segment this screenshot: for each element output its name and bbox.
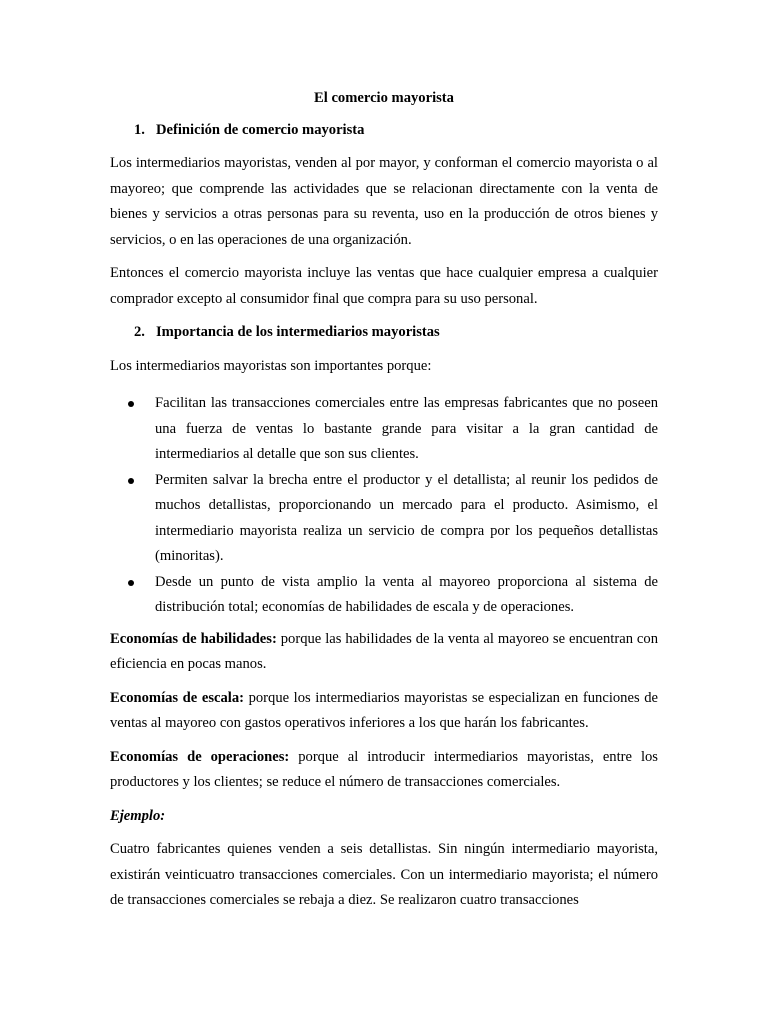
economy-text: porque al introducir intermediarios mayoristas, entre los productores y los clientes; se reduce el número de transacciones comerciales.	[110, 748, 658, 790]
definition-paragraph: Entonces el comercio mayorista incluye las ventas que hace cualquier empresa a cualquier comprador excepto al consumidor final que compra para su uso personal.	[110, 265, 658, 307]
section-heading-text: Definición de comercio mayorista	[156, 121, 365, 138]
document-title: El comercio mayorista	[314, 90, 454, 106]
list-item-text: Facilitan las transacciones comerciales entre las empresas fabricantes que no poseen una fuerza de ventas lo bastante grande para visitar a la gran cantidad de intermediarios al detalle que son sus clientes.	[155, 395, 658, 462]
list-item-text: Desde un punto de vista amplio la venta al mayoreo proporciona al sistema de distribución total; economías de habilidades de escala y de operaciones.	[155, 573, 658, 615]
list-item	[110, 468, 658, 570]
list-item	[110, 570, 658, 621]
importance-list	[110, 391, 658, 621]
section-heading-importance	[110, 320, 658, 346]
economy-operations-paragraph	[110, 745, 658, 796]
section-number: 2.	[134, 324, 145, 340]
list-item-text: Permiten salvar la brecha entre el productor y el detallista; al reunir los pedidos de muchos detallistas, proporcionando un mercado para el producto. Asimismo, el intermediario mayorista realiza un servicio de compra por los pequeños detallistas (minoritas).	[155, 471, 658, 564]
example-heading: Ejemplo:	[110, 807, 166, 824]
example-paragraph: Cuatro fabricantes quienes venden a seis detallistas. Sin ningún intermediario mayorista, existirán veinticuatro transacciones comerciales. Con un intermediario mayorista; el número de transacciones comerciales se rebaja a diez. Se realizaron cuatro transacciones	[110, 841, 658, 908]
section-number: 1.	[134, 121, 145, 138]
bullet-icon	[128, 478, 134, 484]
economy-label: Economías de escala:	[110, 689, 244, 706]
economy-scale-paragraph	[110, 686, 658, 737]
bullet-icon	[128, 580, 134, 586]
economy-label: Economías de operaciones:	[110, 748, 290, 765]
economy-text: porque los intermediarios mayoristas se especializan en funciones de ventas al mayoreo con gastos operativos inferiores a los que harán los fabricantes.	[110, 689, 658, 731]
economy-skills-paragraph	[110, 627, 658, 678]
section-heading-text: Importancia de los intermediarios mayoristas	[156, 324, 440, 340]
section-heading-definition	[110, 118, 658, 144]
economy-label: Economías de habilidades:	[110, 630, 277, 647]
list-item	[110, 391, 658, 468]
document-body	[110, 86, 658, 922]
bullet-icon	[128, 401, 134, 407]
definition-paragraph: Los intermediarios mayoristas, venden al por mayor, y conforman el comercio mayorista o al mayoreo; que comprende las actividades que se relacionan directamente con la venta de bienes y servicios a otras personas para su reventa, uso en la producción de otros bienes y servicios, o en las operaciones de una organización.	[110, 155, 658, 248]
importance-intro: Los intermediarios mayoristas son importantes porque:	[110, 357, 432, 374]
economy-text: porque las habilidades de la venta al mayoreo se encuentran con eficiencia en pocas manos.	[110, 630, 658, 672]
